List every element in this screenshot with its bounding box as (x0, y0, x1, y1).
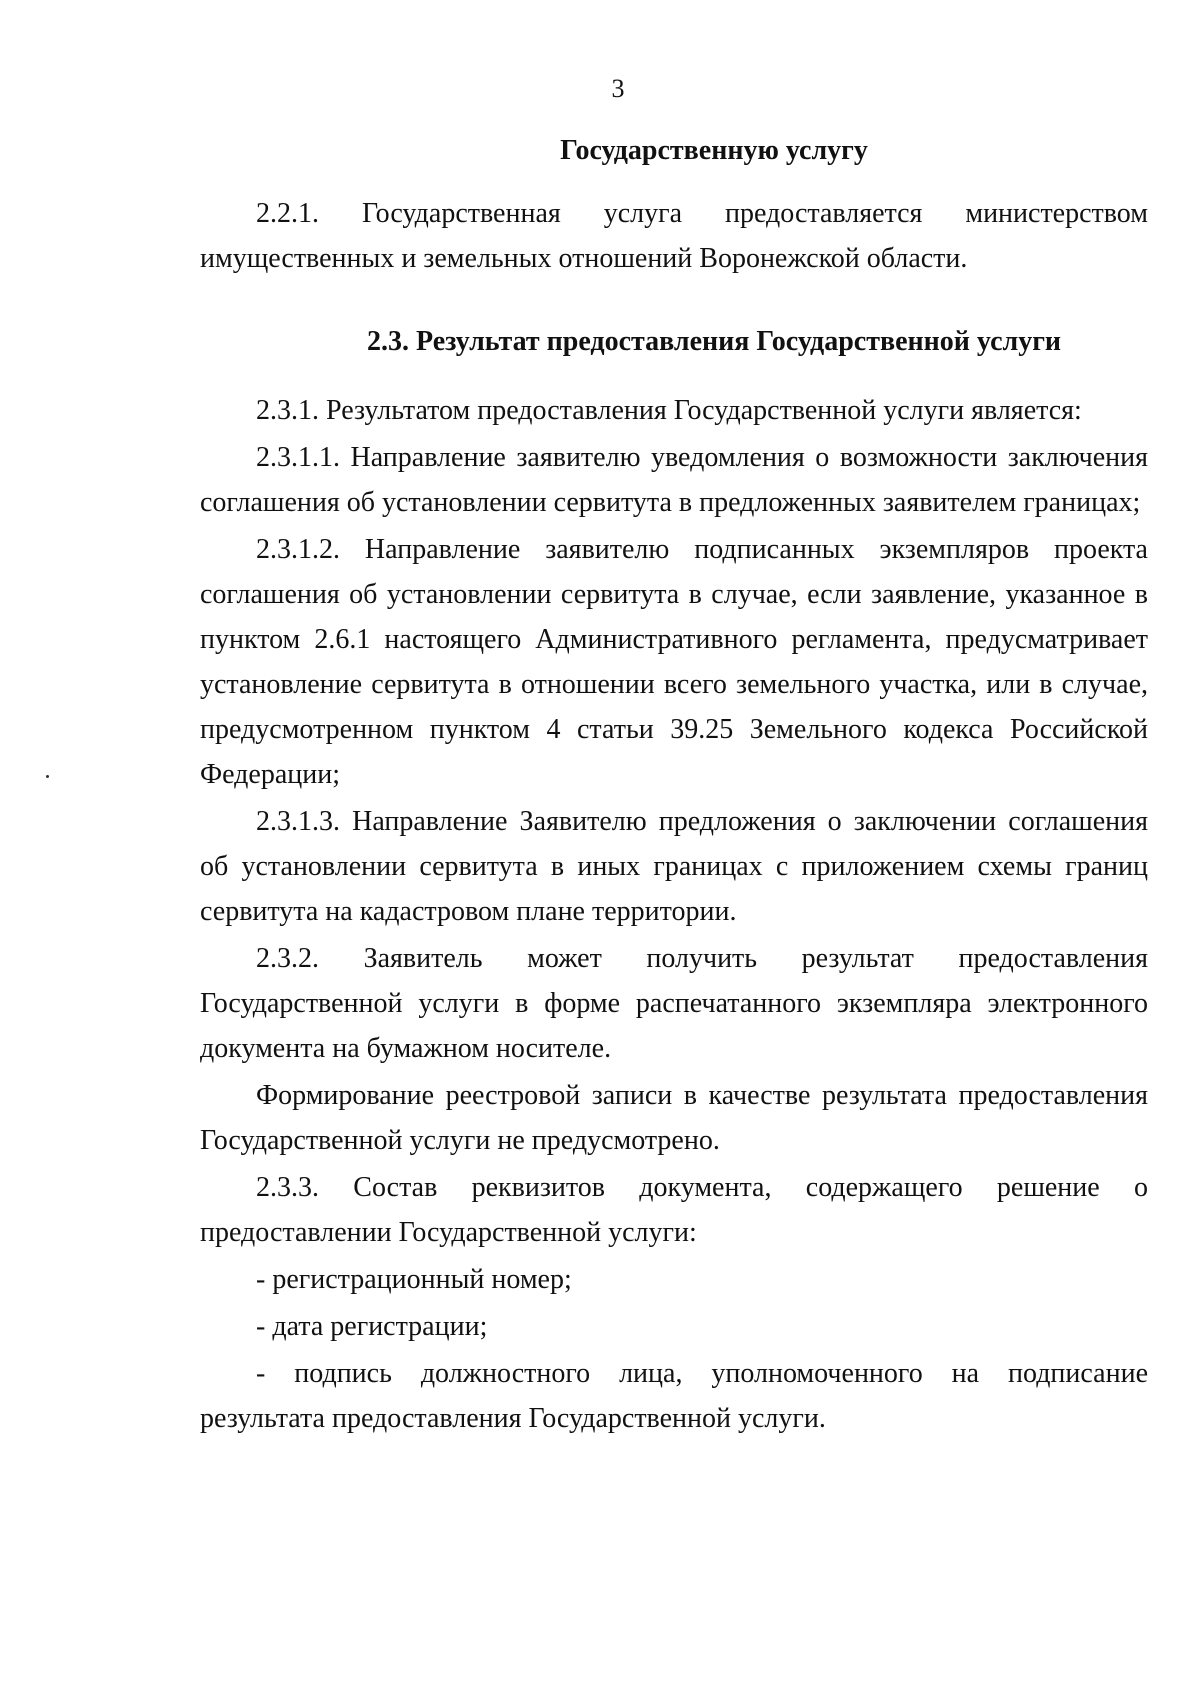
paragraph-2-3-1: 2.3.1. Результатом предоставления Государственной услуги является: (256, 395, 1082, 426)
paragraph-2-3-1-2: 2.3.1.2. Направление заявителю подписанных экземпляров проекта соглашения об установлении сервитута в случае, если заявление, указанное в пунктом 2.6.1 настоящего Административного регламента, предусматривает установление сервитута в отношении всего земельного участка, или в случае, предусмотренном пунктом 4 статьи 39.25 Земельного кодекса Российской Федерации; (200, 534, 1148, 790)
paragraph-2-2-1: 2.2.1. Государственная услуга предоставляется министерством имущественных и земельных отношений Воронежской области. (200, 198, 1148, 274)
paragraph-2-3-2: 2.3.2. Заявитель может получить результат предоставления Государственной услуги в форме распечатанного экземпляра электронного документа на бумажном носителе. (200, 943, 1148, 1064)
paragraph-2-3-3: 2.3.3. Состав реквизитов документа, содержащего решение о предоставлении Государственной услуги: (200, 1172, 1148, 1248)
document-body (200, 128, 1148, 1443)
list-item-registration-number: - регистрационный номер; (256, 1264, 572, 1295)
page-number: 3 (611, 74, 625, 103)
list-item-registration-date: - дата регистрации; (256, 1311, 488, 1342)
top-heading: Государственную услугу (560, 135, 868, 166)
section-heading: 2.3. Результат предоставления Государственной услуги (366, 326, 1062, 357)
scan-speck (46, 775, 49, 778)
paragraph-registry-note: Формирование реестровой записи в качестве результата предоставления Государственной услуги не предусмотрено. (200, 1080, 1148, 1156)
paragraph-2-3-1-3: 2.3.1.3. Направление Заявителю предложения о заключении соглашения об установлении сервитута в иных границах с приложением схемы границ сервитута на кадастровом плане территории. (200, 806, 1148, 927)
paragraph-2-3-1-1: 2.3.1.1. Направление заявителю уведомления о возможности заключения соглашения об установлении сервитута в предложенных заявителем границах; (200, 442, 1148, 518)
list-item-signature: - подпись должностного лица, уполномоченного на подписание результата предоставления Государственной услуги. (200, 1358, 1148, 1434)
